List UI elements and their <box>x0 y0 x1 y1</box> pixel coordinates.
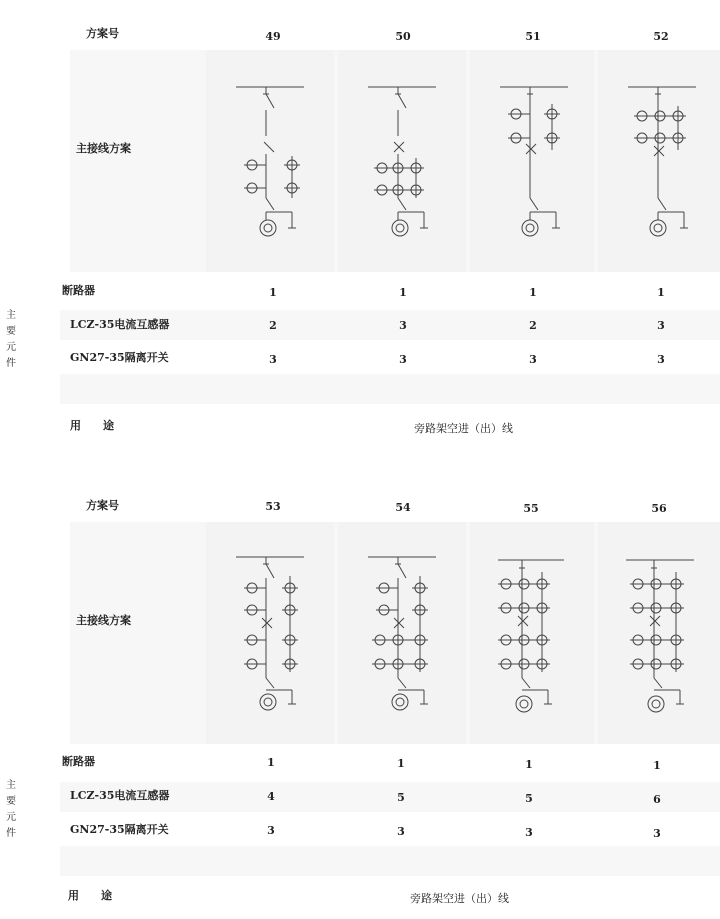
component-count: 5 <box>397 791 405 804</box>
usage-label: 用 途 <box>70 419 114 432</box>
label-char: 元 <box>6 812 16 823</box>
component-count: 3 <box>653 827 661 840</box>
usage-value: 旁路架空进（出）线 <box>414 422 513 435</box>
component-count: 2 <box>529 319 537 332</box>
component-count: 3 <box>399 319 407 332</box>
wiring-diagram-54 <box>362 548 442 718</box>
component-count: 5 <box>525 792 533 805</box>
label-char: 主 <box>6 310 16 321</box>
main-components-label <box>4 308 18 372</box>
wiring-scheme-label: 主接线方案 <box>76 142 131 155</box>
label-char: 件 <box>6 358 16 369</box>
row-band <box>60 846 720 876</box>
component-count: 3 <box>267 824 275 837</box>
component-count: 2 <box>269 319 277 332</box>
component-count: 3 <box>529 353 537 366</box>
usage-label: 用 途 <box>68 889 112 902</box>
wiring-diagram-52 <box>622 78 702 248</box>
component-name: LCZ-35电流互感器 <box>70 318 170 331</box>
wiring-diagram-55 <box>494 548 574 718</box>
component-name: GN27-35隔离开关 <box>70 351 169 364</box>
scheme-number-label: 方案号 <box>86 499 119 512</box>
scheme-number: 53 <box>265 500 281 513</box>
component-count: 3 <box>657 319 665 332</box>
wiring-diagram-49 <box>230 78 310 248</box>
wiring-diagram-50 <box>362 78 442 248</box>
label-char: 主 <box>6 780 16 791</box>
component-count: 1 <box>269 286 277 299</box>
component-name: 断路器 <box>62 284 95 297</box>
component-count: 1 <box>397 757 405 770</box>
component-count: 3 <box>525 826 533 839</box>
usage-value: 旁路架空进（出）线 <box>410 892 509 905</box>
wiring-diagram-56 <box>622 548 702 718</box>
component-name: LCZ-35电流互感器 <box>70 789 170 802</box>
scheme-number: 54 <box>395 501 411 514</box>
component-count: 3 <box>657 353 665 366</box>
scheme-number: 50 <box>395 30 411 43</box>
label-char: 件 <box>6 828 16 839</box>
component-count: 1 <box>529 286 537 299</box>
component-count: 1 <box>525 758 533 771</box>
component-count: 3 <box>269 353 277 366</box>
row-band <box>60 374 720 404</box>
scheme-number: 52 <box>653 30 669 43</box>
scheme-number-label: 方案号 <box>86 27 119 40</box>
component-count: 6 <box>653 793 661 806</box>
main-components-label <box>4 778 18 842</box>
scheme-number: 56 <box>651 502 667 515</box>
component-count: 3 <box>399 353 407 366</box>
component-name: 断路器 <box>62 755 95 768</box>
scheme-number: 49 <box>265 30 281 43</box>
component-count: 3 <box>397 825 405 838</box>
wiring-scheme-label: 主接线方案 <box>76 614 131 627</box>
component-name: GN27-35隔离开关 <box>70 823 169 836</box>
wiring-diagram-51 <box>494 78 574 248</box>
wiring-diagram-53 <box>230 548 310 718</box>
component-count: 1 <box>399 286 407 299</box>
component-count: 1 <box>653 759 661 772</box>
label-char: 元 <box>6 342 16 353</box>
component-count: 1 <box>267 756 275 769</box>
label-char: 要 <box>6 796 16 807</box>
label-char: 要 <box>6 326 16 337</box>
scheme-number: 55 <box>523 502 539 515</box>
component-count: 4 <box>267 790 275 803</box>
component-count: 1 <box>657 286 665 299</box>
scheme-number: 51 <box>525 30 541 43</box>
